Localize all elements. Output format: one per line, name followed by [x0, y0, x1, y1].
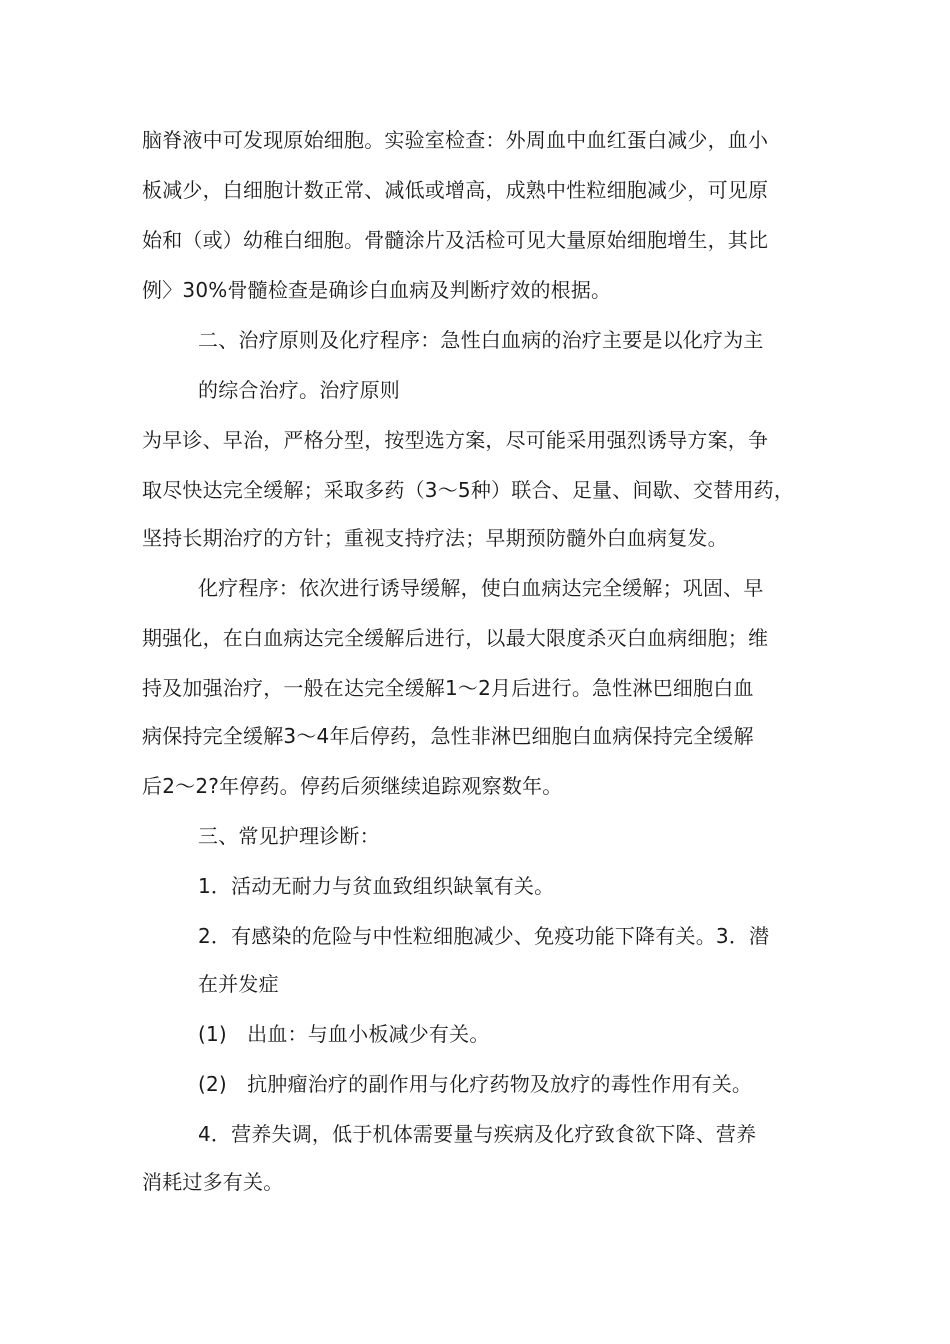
section-heading: 二、治疗原则及化疗程序：急性白血病的治疗主要是以化疗为主	[198, 328, 764, 352]
list-item: 1．活动无耐力与贫血致组织缺氧有关。	[198, 874, 555, 898]
text-line: 为早诊、早治，严格分型，按型选方案，尽可能采用强烈诱导方案，争	[142, 428, 769, 452]
sub-list-item: (1) 出血：与血小板减少有关。	[198, 1022, 490, 1046]
text-line: 例〉30%骨髓检查是确诊白血病及判断疗效的根据。	[142, 278, 612, 302]
list-item: 在并发症	[198, 972, 279, 996]
text-line: 的综合治疗。治疗原则	[198, 378, 400, 402]
text-line: 期强化，在白血病达完全缓解后进行，以最大限度杀灭白血病细胞；维	[142, 626, 769, 650]
list-item: 4．营养失调，低于机体需要量与疾病及化疗致食欲下降、营养	[198, 1122, 757, 1146]
text-line: 板减少，白细胞计数正常、减低或增高，成熟中性粒细胞减少，可见原	[142, 178, 769, 202]
list-item: 2．有感染的危险与中性粒细胞减少、免疫功能下降有关。3．潜	[198, 924, 770, 948]
text-line: 后2〜2?年停药。停药后须继续追踪观察数年。	[142, 774, 563, 798]
text-line: 消耗过多有关。	[142, 1170, 284, 1194]
text-line: 化疗程序：依次进行诱导缓解，使白血病达完全缓解；巩固、早	[198, 576, 764, 600]
text-line: 持及加强治疗，一般在达完全缓解1〜2月后进行。急性淋巴细胞白血	[142, 676, 754, 700]
text-line: 始和（或）幼稚白细胞。骨髓涂片及活检可见大量原始细胞增生，其比	[142, 228, 769, 252]
text-line: 脑脊液中可发现原始细胞。实验室检查：外周血中血红蛋白减少，血小	[142, 128, 769, 152]
text-line: 取尽快达完全缓解；采取多药（3〜5种）联合、足量、间歇、交替用药，	[142, 478, 795, 502]
text-line: 病保持完全缓解3〜4年后停药，急性非淋巴细胞白血病保持完全缓解	[142, 724, 754, 748]
sub-list-item: (2) 抗肿瘤治疗的副作用与化疗药物及放疗的毒性作用有关。	[198, 1072, 753, 1096]
text-line: 坚持长期治疗的方针；重视支持疗法；早期预防髓外白血病复发。	[142, 526, 728, 550]
section-heading: 三、常见护理诊断：	[198, 824, 380, 848]
